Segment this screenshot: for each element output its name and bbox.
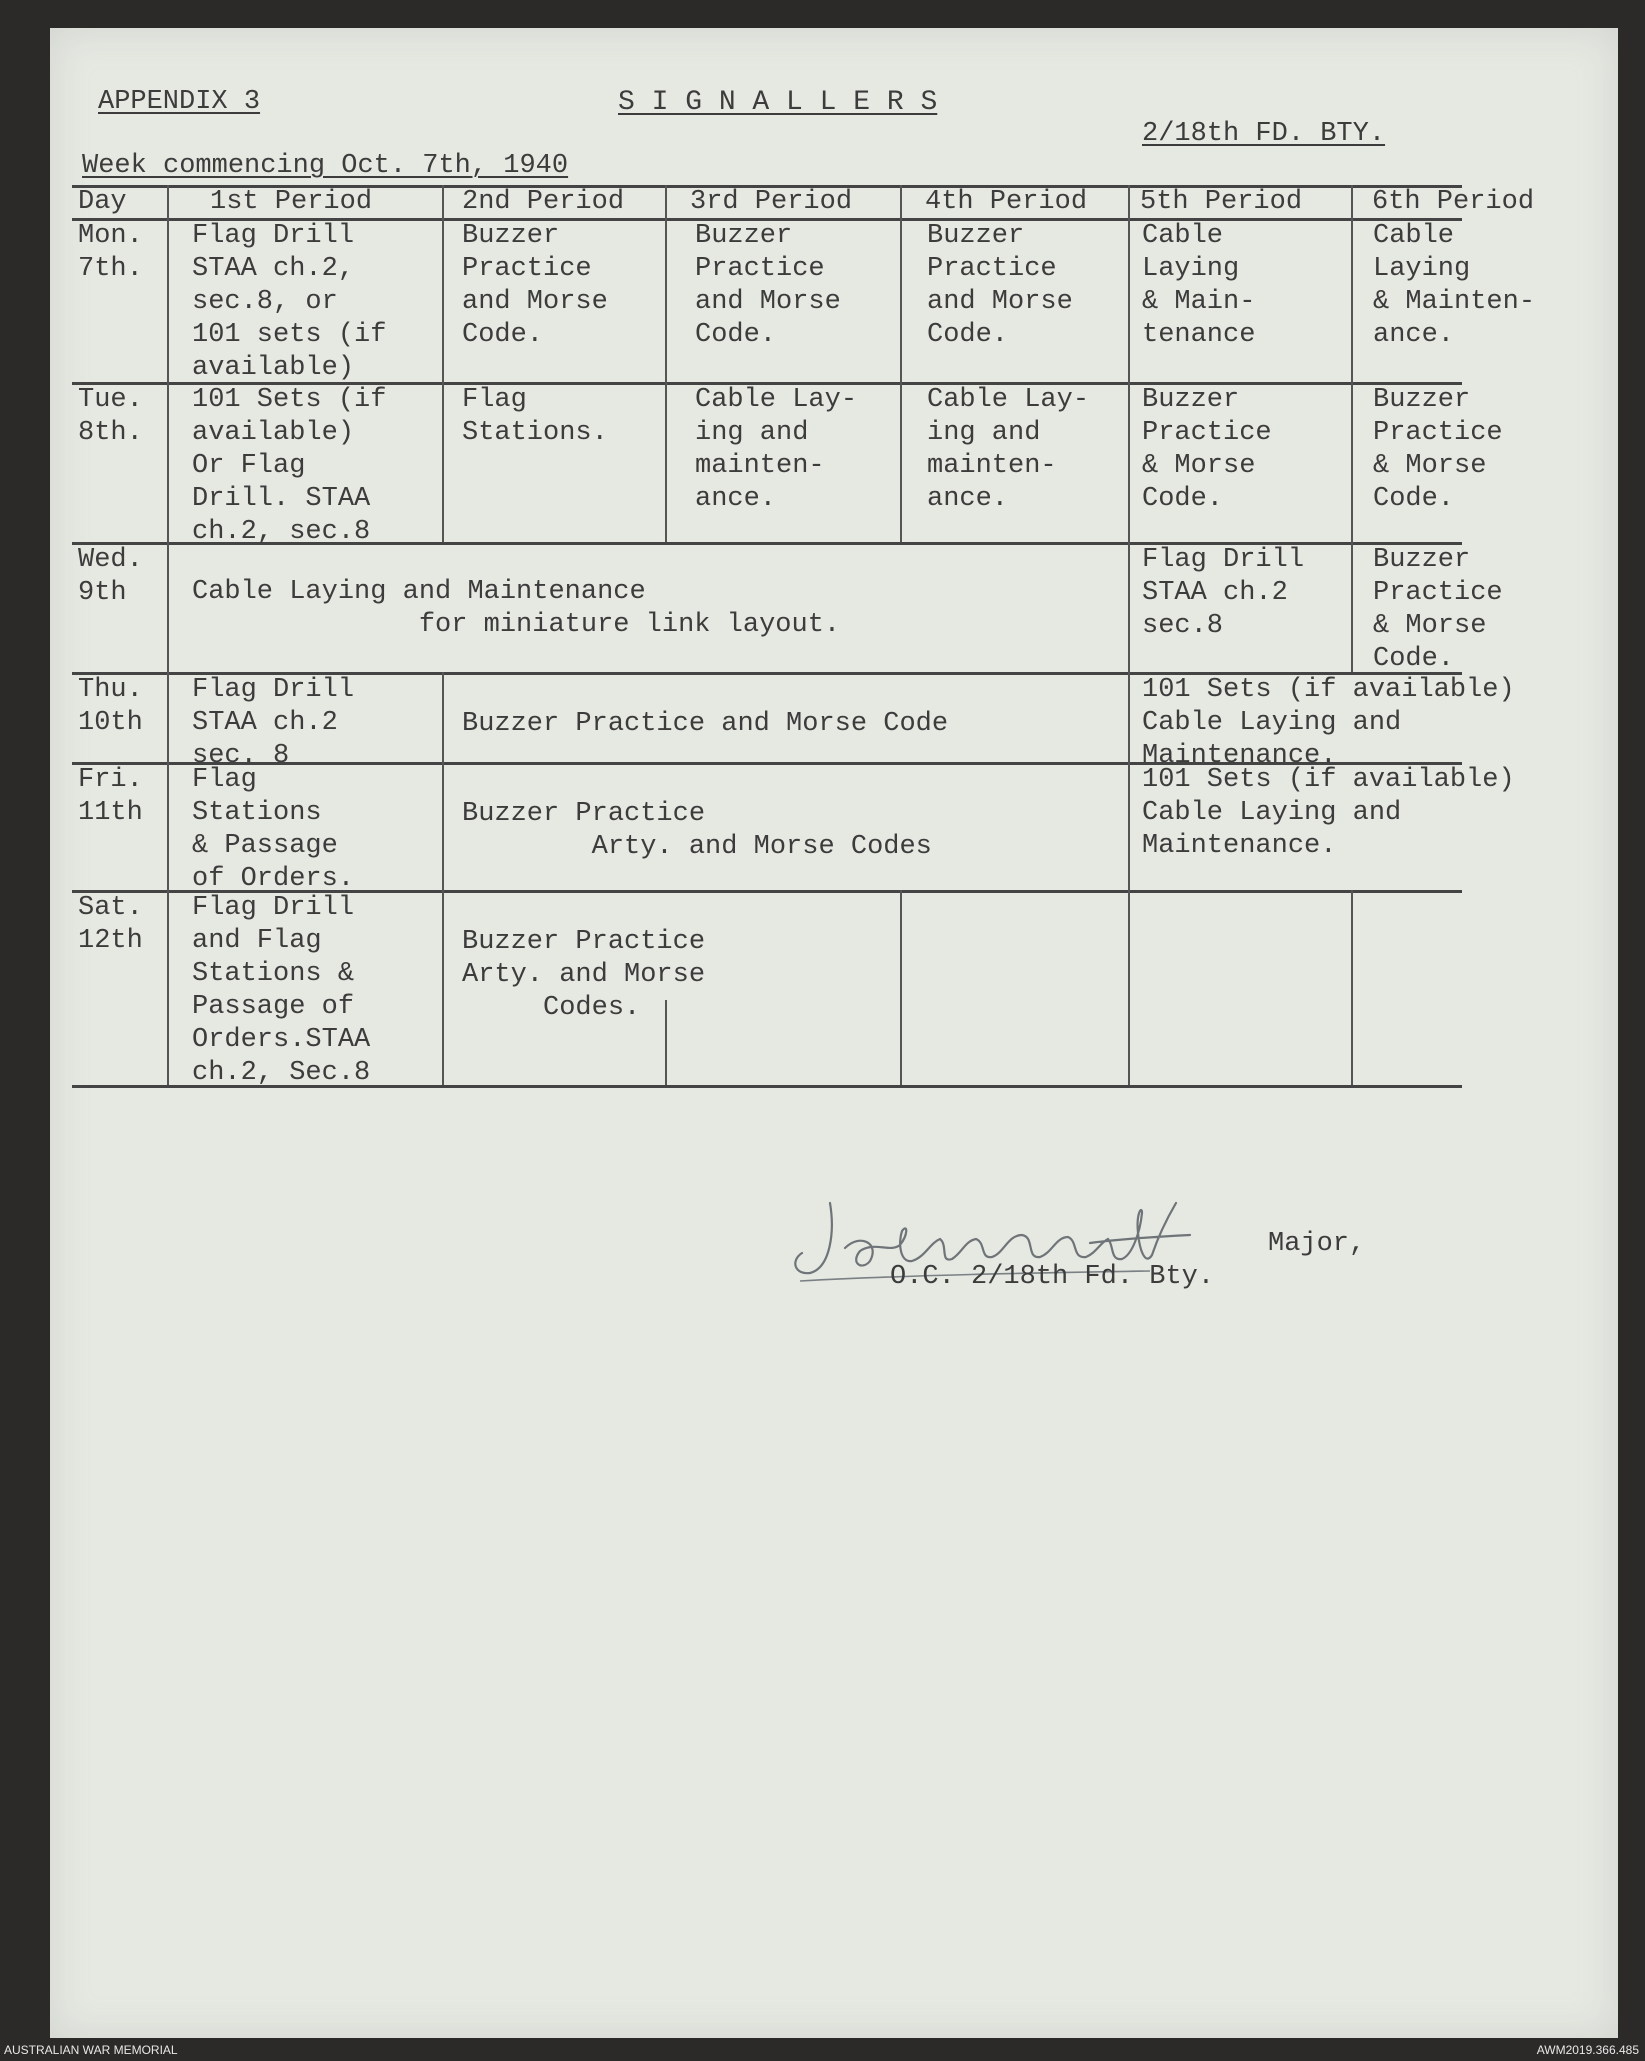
row-thu-p2-4: Buzzer Practice and Morse Code: [462, 709, 949, 739]
row-mon-p3: Buzzer Practice and Morse Code.: [695, 221, 841, 350]
row-thu-day: Thu. 10th: [78, 675, 143, 738]
col-divider-day: [167, 185, 169, 1085]
row-tue-p1: 101 Sets (if available) Or Flag Drill. STAA ch.2, sec.8: [192, 385, 387, 547]
col-divider-4: [1128, 185, 1130, 1085]
col-divider-2: [665, 185, 667, 542]
row-mon-p5: Cable Laying & Main- tenance: [1142, 221, 1256, 350]
col-header-p2: 2nd Period: [462, 187, 625, 217]
document-page: [50, 28, 1618, 2038]
row-mon-day: Mon. 7th.: [78, 221, 143, 284]
col-header-p1: 1st Period: [210, 187, 373, 217]
week-label: Week commencing Oct. 7th, 1940: [82, 151, 569, 181]
col-divider-1: [442, 185, 444, 542]
row-mon-p2: Buzzer Practice and Morse Code.: [462, 221, 608, 350]
row-fri-p2-4: Buzzer Practice Arty. and Morse Codes: [462, 799, 932, 862]
row-tue-p6: Buzzer Practice & Morse Code.: [1373, 385, 1503, 514]
row-mon-p1: Flag Drill STAA ch.2, sec.8, or 101 sets (if available): [192, 221, 387, 383]
col-divider-5: [1351, 185, 1353, 672]
row-fri-p1: Flag Stations & Passage of Orders.: [192, 765, 355, 894]
col-header-p4: 4th Period: [925, 187, 1088, 217]
row-wed-p5: Flag Drill STAA ch.2 sec.8: [1142, 545, 1305, 641]
row-wed-p6: Buzzer Practice & Morse Code.: [1373, 545, 1503, 674]
col-header-p5: 5th Period: [1140, 187, 1303, 217]
row-thu-p5-6: 101 Sets (if available) Cable Laying and Maintenance.: [1142, 675, 1515, 771]
footer-accession-number: AWM2019.366.485: [1536, 2043, 1639, 2057]
row-tue-p5: Buzzer Practice & Morse Code.: [1142, 385, 1272, 514]
row-wed-p1-4: Cable Laying and Maintenance for miniature link layout.: [192, 577, 841, 640]
appendix-label: APPENDIX 3: [98, 87, 261, 117]
signature-rank: Major,: [1268, 1229, 1366, 1259]
row-fri-day: Fri. 11th: [78, 765, 143, 828]
row-thu-p1: Flag Drill STAA ch.2 sec. 8: [192, 675, 355, 771]
col-divider-1b: [442, 672, 444, 1085]
archive-footer: [0, 2040, 1645, 2061]
col-header-p3: 3rd Period: [690, 187, 853, 217]
col-divider-3b: [900, 890, 902, 1085]
row-wed-day: Wed. 9th: [78, 545, 143, 608]
col-header-p6: 6th Period: [1372, 187, 1535, 217]
row-tue-p4: Cable Lay- ing and mainten- ance.: [927, 385, 1090, 514]
col-divider-5b: [1351, 890, 1353, 1085]
row-sat-p1: Flag Drill and Flag Stations & Passage of Orders.STAA ch.2, Sec.8: [192, 893, 371, 1088]
row-sat-p2-3: Buzzer Practice Arty. and Morse Codes.: [462, 927, 706, 1023]
row-fri-p5-6: 101 Sets (if available) Cable Laying and Maintenance.: [1142, 765, 1515, 861]
document-title: S I G N A L L E R S: [618, 87, 938, 118]
unit-label: 2/18th FD. BTY.: [1142, 119, 1386, 149]
row-tue-p2: Flag Stations.: [462, 385, 608, 448]
row-tue-p3: Cable Lay- ing and mainten- ance.: [695, 385, 858, 514]
signature-title: O.C. 2/18th Fd. Bty.: [890, 1262, 1215, 1292]
row-sat-day: Sat. 12th: [78, 893, 143, 956]
row-tue-day: Tue. 8th.: [78, 385, 143, 448]
row-mon-p4: Buzzer Practice and Morse Code.: [927, 221, 1073, 350]
row-mon-p6: Cable Laying & Mainten- ance.: [1373, 221, 1536, 350]
footer-institution: AUSTRALIAN WAR MEMORIAL: [4, 2043, 178, 2057]
col-divider-3: [900, 185, 902, 542]
col-header-day: Day: [78, 187, 127, 217]
